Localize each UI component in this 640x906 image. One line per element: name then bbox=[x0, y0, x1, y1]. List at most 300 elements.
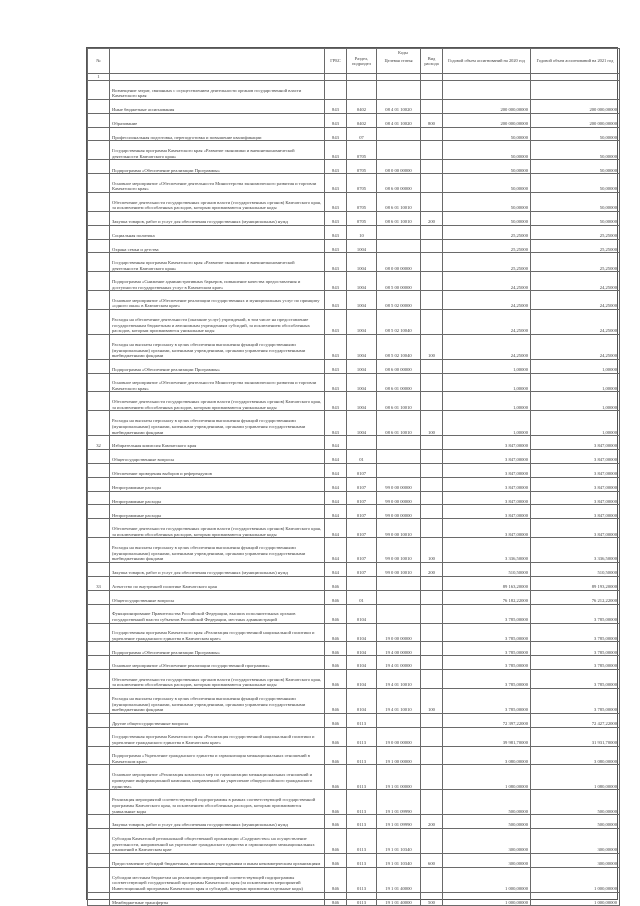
row-name: Профессиональная подготовка, переподготовка и повышение квалификации bbox=[110, 127, 325, 141]
row-grbs: 843 bbox=[325, 411, 347, 436]
row-type bbox=[421, 99, 443, 113]
row-target: 19 4 01 10010 bbox=[377, 688, 421, 713]
table-row bbox=[88, 450, 620, 464]
row-type bbox=[421, 253, 443, 272]
row-type: 500 bbox=[421, 892, 443, 906]
row-type bbox=[421, 392, 443, 411]
row-target: 08 5 02 10040 bbox=[377, 334, 421, 359]
row-amount-2021: 3 785,00000 bbox=[531, 604, 620, 623]
row-type bbox=[421, 790, 443, 815]
row-grbs: 846 bbox=[325, 590, 347, 604]
row-section: 0107 bbox=[347, 477, 377, 491]
row-name: Непрограммные расходы bbox=[110, 491, 325, 505]
row-amount-2021: 1,00000 bbox=[531, 411, 620, 436]
row-grbs: 843 bbox=[325, 160, 347, 174]
row-number bbox=[88, 99, 110, 113]
row-name: Государственная программа Камчатского края «Реализация государственной национальной политики и укрепление гражданского единства в Камчатском крае» bbox=[110, 623, 325, 642]
row-amount-2021: 500,00000 bbox=[531, 815, 620, 829]
row-number bbox=[88, 127, 110, 141]
index-cell bbox=[531, 74, 620, 81]
row-name: Обеспечение проведения выборов и референдумов bbox=[110, 463, 325, 477]
row-number bbox=[88, 713, 110, 727]
row-amount-2021: 3 785,00000 bbox=[531, 623, 620, 642]
row-grbs: 846 bbox=[325, 815, 347, 829]
table-row bbox=[88, 853, 620, 867]
row-type: 200 bbox=[421, 815, 443, 829]
row-amount-2020: 3 847,00000 bbox=[443, 436, 531, 450]
row-amount-2021: 25,25000 bbox=[531, 253, 620, 272]
row-section: 0107 bbox=[347, 538, 377, 563]
row-amount-2020: 25,25000 bbox=[443, 253, 531, 272]
row-grbs: 843 bbox=[325, 253, 347, 272]
table-row bbox=[88, 193, 620, 212]
row-number bbox=[88, 310, 110, 335]
header-amount-2020: Годовой объем ассигнований на 2020 год bbox=[443, 49, 531, 74]
row-grbs: 846 bbox=[325, 604, 347, 623]
row-amount-2021: 3 080,00000 bbox=[531, 746, 620, 765]
row-target: 19 1 01 09990 bbox=[377, 815, 421, 829]
row-amount-2020: 25,25000 bbox=[443, 225, 531, 239]
row-number bbox=[88, 853, 110, 867]
table-row bbox=[88, 765, 620, 790]
row-name: Основное мероприятие «Обеспечение реализации государственных и муниципальных услуг по принципу «одного окна» в Камчатском крае» bbox=[110, 291, 325, 310]
row-section: 0104 bbox=[347, 642, 377, 656]
table-row bbox=[88, 225, 620, 239]
row-grbs: 843 bbox=[325, 239, 347, 253]
row-number bbox=[88, 828, 110, 853]
row-amount-2020: 300,00000 bbox=[443, 853, 531, 867]
row-target bbox=[377, 141, 421, 160]
row-target: 19 1 01 40000 bbox=[377, 892, 421, 906]
row-section: 1004 bbox=[347, 291, 377, 310]
row-name: Предоставление субсидий бюджетным, автономным учреждениям и иным некоммерческим организациям bbox=[110, 853, 325, 867]
row-target: 08 6 00 00000 bbox=[377, 359, 421, 373]
row-target: 19 1 00 00000 bbox=[377, 746, 421, 765]
row-type bbox=[421, 450, 443, 464]
row-target bbox=[377, 604, 421, 623]
row-amount-2020: 1 000,00000 bbox=[443, 892, 531, 906]
row-grbs: 846 bbox=[325, 688, 347, 713]
table-row bbox=[88, 623, 620, 642]
row-target: 08 5 00 00000 bbox=[377, 272, 421, 291]
row-grbs: 843 bbox=[325, 193, 347, 212]
index-cell bbox=[443, 74, 531, 81]
row-grbs: 846 bbox=[325, 576, 347, 590]
row-name: Основное мероприятие «Обеспечение деятельности Министерства экономического развития и торговли Камчатского края» bbox=[110, 174, 325, 193]
row-amount-2020: 200 000,00000 bbox=[443, 113, 531, 127]
row-number bbox=[88, 450, 110, 464]
row-section: 0104 bbox=[347, 623, 377, 642]
row-target: 08 6 01 10010 bbox=[377, 392, 421, 411]
row-amount-2020: 3 785,00000 bbox=[443, 688, 531, 713]
row-amount-2021: 3 847,00000 bbox=[531, 491, 620, 505]
row-type bbox=[421, 127, 443, 141]
row-number bbox=[88, 291, 110, 310]
row-amount-2020: 500,00000 bbox=[443, 815, 531, 829]
row-grbs: 846 bbox=[325, 790, 347, 815]
row-amount-2021: 72 427,22000 bbox=[531, 713, 620, 727]
row-amount-2020: 300,00000 bbox=[443, 828, 531, 853]
row-amount-2020: 72 397,22000 bbox=[443, 713, 531, 727]
row-amount-2020: 50,00000 bbox=[443, 127, 531, 141]
row-target: 19 1 01 10340 bbox=[377, 828, 421, 853]
row-number bbox=[88, 373, 110, 392]
row-section: 0113 bbox=[347, 867, 377, 892]
row-number: 33 bbox=[88, 576, 110, 590]
row-target bbox=[377, 590, 421, 604]
row-grbs: 846 bbox=[325, 727, 347, 746]
row-target: 08 0 00 00000 bbox=[377, 160, 421, 174]
row-type bbox=[421, 193, 443, 212]
table-row bbox=[88, 727, 620, 746]
row-number bbox=[88, 239, 110, 253]
row-section: 1004 bbox=[347, 272, 377, 291]
row-number bbox=[88, 688, 110, 713]
row-number bbox=[88, 892, 110, 906]
row-section: 0113 bbox=[347, 828, 377, 853]
row-name: Непрограммные расходы bbox=[110, 505, 325, 519]
row-amount-2021: 1 080,00000 bbox=[531, 765, 620, 790]
row-number bbox=[88, 160, 110, 174]
row-amount-2021: 1 000,00000 bbox=[531, 892, 620, 906]
row-name: Обеспечение деятельности государственных органов власти (государственных органов) Камчатского края, за исключением обособленных расходов, которым присваиваются уникальные коды bbox=[110, 670, 325, 689]
row-section: 0113 bbox=[347, 746, 377, 765]
row-target bbox=[377, 81, 421, 100]
row-type bbox=[421, 310, 443, 335]
row-amount-2021: 3 847,00000 bbox=[531, 477, 620, 491]
row-grbs: 846 bbox=[325, 642, 347, 656]
row-type bbox=[421, 239, 443, 253]
row-grbs: 843 bbox=[325, 334, 347, 359]
row-name: Подпрограмма «Обеспечение реализации Программы» bbox=[110, 642, 325, 656]
row-name: Основное мероприятие «Обеспечение деятельности Министерства экономического развития и торговли Камчатского края» bbox=[110, 373, 325, 392]
row-target bbox=[377, 463, 421, 477]
row-section: 0113 bbox=[347, 815, 377, 829]
row-target bbox=[377, 436, 421, 450]
row-amount-2021: 24,25000 bbox=[531, 334, 620, 359]
row-grbs: 843 bbox=[325, 211, 347, 225]
codes-group-label: Коды bbox=[398, 50, 408, 55]
row-grbs: 843 bbox=[325, 127, 347, 141]
row-target bbox=[377, 713, 421, 727]
row-number bbox=[88, 141, 110, 160]
row-amount-2020: 76 182,22000 bbox=[443, 590, 531, 604]
row-type bbox=[421, 576, 443, 590]
row-grbs: 844 bbox=[325, 436, 347, 450]
row-amount-2021: 50,00000 bbox=[531, 174, 620, 193]
row-number bbox=[88, 81, 110, 100]
row-number bbox=[88, 113, 110, 127]
row-grbs: 843 bbox=[325, 291, 347, 310]
row-grbs: 844 bbox=[325, 563, 347, 577]
row-type: 800 bbox=[421, 113, 443, 127]
row-amount-2021: 3 785,00000 bbox=[531, 670, 620, 689]
row-type: 100 bbox=[421, 688, 443, 713]
row-section: 0705 bbox=[347, 193, 377, 212]
table-row bbox=[88, 174, 620, 193]
row-type bbox=[421, 291, 443, 310]
row-amount-2020: 25,25000 bbox=[443, 239, 531, 253]
row-amount-2021: 3 847,00000 bbox=[531, 450, 620, 464]
header-grbs: ГРБС bbox=[325, 49, 347, 74]
row-type bbox=[421, 505, 443, 519]
row-amount-2020: 3 847,00000 bbox=[443, 477, 531, 491]
row-section bbox=[347, 576, 377, 590]
header-type: Вид расхода bbox=[421, 49, 443, 74]
row-grbs: 844 bbox=[325, 477, 347, 491]
row-target: 08 0 00 00000 bbox=[377, 253, 421, 272]
row-amount-2020: 50,00000 bbox=[443, 174, 531, 193]
row-section: 1004 bbox=[347, 253, 377, 272]
row-number bbox=[88, 642, 110, 656]
row-amount-2021: 3 336,50000 bbox=[531, 538, 620, 563]
row-amount-2020: 24,25000 bbox=[443, 272, 531, 291]
table-row bbox=[88, 334, 620, 359]
row-target: 99 0 00 00000 bbox=[377, 477, 421, 491]
table-row bbox=[88, 463, 620, 477]
row-amount-2020: 3 847,00000 bbox=[443, 491, 531, 505]
row-name: Подпрограмма «Обеспечение реализации Программы» bbox=[110, 160, 325, 174]
row-name: Закупка товаров, работ и услуг для обеспечения государственных (муниципальных) нужд bbox=[110, 815, 325, 829]
row-grbs: 843 bbox=[325, 392, 347, 411]
row-target: 08 6 01 10010 bbox=[377, 411, 421, 436]
row-amount-2021: 25,25000 bbox=[531, 239, 620, 253]
row-type bbox=[421, 670, 443, 689]
row-target: 08 4 01 10020 bbox=[377, 113, 421, 127]
row-amount-2021: 1,00000 bbox=[531, 373, 620, 392]
row-name: Образование bbox=[110, 113, 325, 127]
row-target: 19 0 00 00000 bbox=[377, 623, 421, 642]
row-amount-2020: 50,00000 bbox=[443, 141, 531, 160]
row-amount-2021: 500,00000 bbox=[531, 790, 620, 815]
table-row bbox=[88, 127, 620, 141]
row-section: 0107 bbox=[347, 519, 377, 538]
row-target bbox=[377, 225, 421, 239]
row-grbs: 844 bbox=[325, 450, 347, 464]
row-type bbox=[421, 225, 443, 239]
table-row bbox=[88, 411, 620, 436]
row-grbs: 844 bbox=[325, 538, 347, 563]
row-number bbox=[88, 174, 110, 193]
row-amount-2020: 1 080,00000 bbox=[443, 765, 531, 790]
row-amount-2020: 50,00000 bbox=[443, 193, 531, 212]
row-section: 0705 bbox=[347, 211, 377, 225]
row-amount-2021: 24,25000 bbox=[531, 272, 620, 291]
row-number bbox=[88, 590, 110, 604]
row-type bbox=[421, 463, 443, 477]
row-section: 1004 bbox=[347, 373, 377, 392]
row-section: 0113 bbox=[347, 892, 377, 906]
table-row bbox=[88, 359, 620, 373]
row-section: 01 bbox=[347, 590, 377, 604]
row-number bbox=[88, 656, 110, 670]
row-number bbox=[88, 790, 110, 815]
row-type bbox=[421, 81, 443, 100]
row-section: 0104 bbox=[347, 688, 377, 713]
row-target: 19 1 01 40000 bbox=[377, 867, 421, 892]
budget-table bbox=[87, 48, 620, 906]
row-amount-2021: 50,00000 bbox=[531, 193, 620, 212]
row-amount-2020: 50,00000 bbox=[443, 160, 531, 174]
row-type bbox=[421, 828, 443, 853]
row-section: 0402 bbox=[347, 113, 377, 127]
row-name: Охрана семьи и детства bbox=[110, 239, 325, 253]
row-section: 0113 bbox=[347, 765, 377, 790]
row-type bbox=[421, 160, 443, 174]
row-amount-2021: 50,00000 bbox=[531, 160, 620, 174]
row-number: 32 bbox=[88, 436, 110, 450]
table-row bbox=[88, 491, 620, 505]
row-amount-2021: 1,00000 bbox=[531, 359, 620, 373]
row-section: 0113 bbox=[347, 853, 377, 867]
row-name: Субсидии местным бюджетам на реализацию мероприятий соответствующей подпрограммы соответствующей государственной программы Камчатского края (за исключением мероприятий Инвестиционной программы Камчатского края и субсидий, которым присвоены отдельные коды) bbox=[110, 867, 325, 892]
row-grbs: 843 bbox=[325, 174, 347, 193]
row-amount-2021: 300,00000 bbox=[531, 828, 620, 853]
row-type bbox=[421, 373, 443, 392]
row-section: 1004 bbox=[347, 239, 377, 253]
row-amount-2020: 24,25000 bbox=[443, 334, 531, 359]
row-number bbox=[88, 253, 110, 272]
row-section: 0113 bbox=[347, 790, 377, 815]
row-type: 100 bbox=[421, 411, 443, 436]
row-target: 99 0 00 10010 bbox=[377, 538, 421, 563]
row-name: Функционирование Правительства Российской Федерации, высших исполнительных органов государственной власти субъектов Российской Федерации, местных администраций bbox=[110, 604, 325, 623]
row-section: 0107 bbox=[347, 563, 377, 577]
index-cell bbox=[325, 74, 347, 81]
row-amount-2021 bbox=[531, 81, 620, 100]
row-amount-2020: 200 000,00000 bbox=[443, 99, 531, 113]
row-grbs: 846 bbox=[325, 892, 347, 906]
table-row bbox=[88, 477, 620, 491]
row-amount-2020: 50,00000 bbox=[443, 211, 531, 225]
row-target: 19 1 01 10340 bbox=[377, 853, 421, 867]
row-name: Агентство по внутренней политике Камчатского края bbox=[110, 576, 325, 590]
row-name: Иные бюджетные ассигнования bbox=[110, 99, 325, 113]
row-grbs: 843 bbox=[325, 141, 347, 160]
row-section: 0113 bbox=[347, 727, 377, 746]
row-section: 1004 bbox=[347, 359, 377, 373]
row-amount-2021: 25,25000 bbox=[531, 225, 620, 239]
table-row bbox=[88, 113, 620, 127]
row-number bbox=[88, 491, 110, 505]
row-section: 0104 bbox=[347, 604, 377, 623]
row-type bbox=[421, 727, 443, 746]
row-type bbox=[421, 623, 443, 642]
row-type bbox=[421, 272, 443, 291]
table-row bbox=[88, 867, 620, 892]
row-number bbox=[88, 392, 110, 411]
table-row bbox=[88, 590, 620, 604]
row-amount-2020: 3 785,00000 bbox=[443, 656, 531, 670]
row-target: 08 5 02 10040 bbox=[377, 310, 421, 335]
row-grbs: 843 bbox=[325, 225, 347, 239]
table-row bbox=[88, 436, 620, 450]
row-grbs bbox=[325, 81, 347, 100]
row-number bbox=[88, 727, 110, 746]
row-number bbox=[88, 193, 110, 212]
row-target bbox=[377, 576, 421, 590]
row-type bbox=[421, 656, 443, 670]
row-amount-2020: 89 163,20000 bbox=[443, 576, 531, 590]
table-index-row bbox=[88, 74, 620, 81]
row-name: Государственная программа Камчатского края «Реализация государственной национальной политики и укрепление гражданского единства в Камчатском крае» bbox=[110, 727, 325, 746]
row-type bbox=[421, 141, 443, 160]
row-number bbox=[88, 623, 110, 642]
row-section: 1004 bbox=[347, 392, 377, 411]
row-grbs: 846 bbox=[325, 670, 347, 689]
row-amount-2020: 3 785,00000 bbox=[443, 604, 531, 623]
table-row bbox=[88, 563, 620, 577]
row-target: 08 5 02 00000 bbox=[377, 291, 421, 310]
row-target: 99 0 00 00000 bbox=[377, 491, 421, 505]
row-number bbox=[88, 359, 110, 373]
table-row bbox=[88, 160, 620, 174]
row-amount-2020: 3 847,00000 bbox=[443, 450, 531, 464]
row-amount-2020: 1,00000 bbox=[443, 373, 531, 392]
row-amount-2020: 3 080,00000 bbox=[443, 746, 531, 765]
row-name: Межбюджетные трансферты bbox=[110, 892, 325, 906]
row-amount-2021: 76 212,22000 bbox=[531, 590, 620, 604]
row-number bbox=[88, 225, 110, 239]
table-header-row bbox=[88, 49, 620, 74]
row-type bbox=[421, 477, 443, 491]
row-section: 0402 bbox=[347, 99, 377, 113]
row-target: 08 6 00 00000 bbox=[377, 174, 421, 193]
row-number bbox=[88, 538, 110, 563]
table-row bbox=[88, 519, 620, 538]
row-number bbox=[88, 505, 110, 519]
row-name: Государственная программа Камчатского края «Развитие экономики и внешнеэкономической деятельности Камчатского края» bbox=[110, 253, 325, 272]
row-number bbox=[88, 411, 110, 436]
row-name: Расходы на обеспечение деятельности (оказание услуг) учреждений, в том числе на предоставление государственным бюджетным и автономным учреждениям субсидий, за исключением обособленных расходов, которым присваиваются уникальные коды bbox=[110, 310, 325, 335]
row-section: 0705 bbox=[347, 141, 377, 160]
row-number bbox=[88, 746, 110, 765]
table-row bbox=[88, 310, 620, 335]
table-row bbox=[88, 670, 620, 689]
index-cell bbox=[110, 74, 325, 81]
row-section: 0113 bbox=[347, 713, 377, 727]
table-row bbox=[88, 99, 620, 113]
table-row bbox=[88, 656, 620, 670]
row-type: 100 bbox=[421, 538, 443, 563]
row-number bbox=[88, 765, 110, 790]
table-row bbox=[88, 141, 620, 160]
row-section: 1004 bbox=[347, 411, 377, 436]
row-grbs: 844 bbox=[325, 491, 347, 505]
row-name: Закупка товаров, работ и услуг для обеспечения государственных (муниципальных) нужд bbox=[110, 211, 325, 225]
row-type bbox=[421, 590, 443, 604]
index-cell: 1 bbox=[88, 74, 110, 81]
table-row bbox=[88, 576, 620, 590]
row-grbs: 843 bbox=[325, 310, 347, 335]
row-grbs: 846 bbox=[325, 746, 347, 765]
row-name: Закупка товаров, работ и услуг для обеспечения государственных (муниципальных) нужд bbox=[110, 563, 325, 577]
row-number bbox=[88, 563, 110, 577]
table-row bbox=[88, 211, 620, 225]
row-amount-2021: 510,50000 bbox=[531, 563, 620, 577]
row-amount-2020: 3 336,50000 bbox=[443, 538, 531, 563]
row-number bbox=[88, 272, 110, 291]
row-target: 19 0 00 00000 bbox=[377, 727, 421, 746]
row-amount-2021: 3 847,00000 bbox=[531, 436, 620, 450]
row-amount-2021: 50,00000 bbox=[531, 211, 620, 225]
row-name: Расходы на выплаты персоналу в целях обеспечения выполнения функций государственными (муниципальными) органами, казенными учреждениями, органами управления государственными внебюджетными фондами bbox=[110, 334, 325, 359]
index-cell bbox=[347, 74, 377, 81]
row-grbs: 844 bbox=[325, 519, 347, 538]
row-section bbox=[347, 436, 377, 450]
row-number bbox=[88, 867, 110, 892]
table-row bbox=[88, 604, 620, 623]
